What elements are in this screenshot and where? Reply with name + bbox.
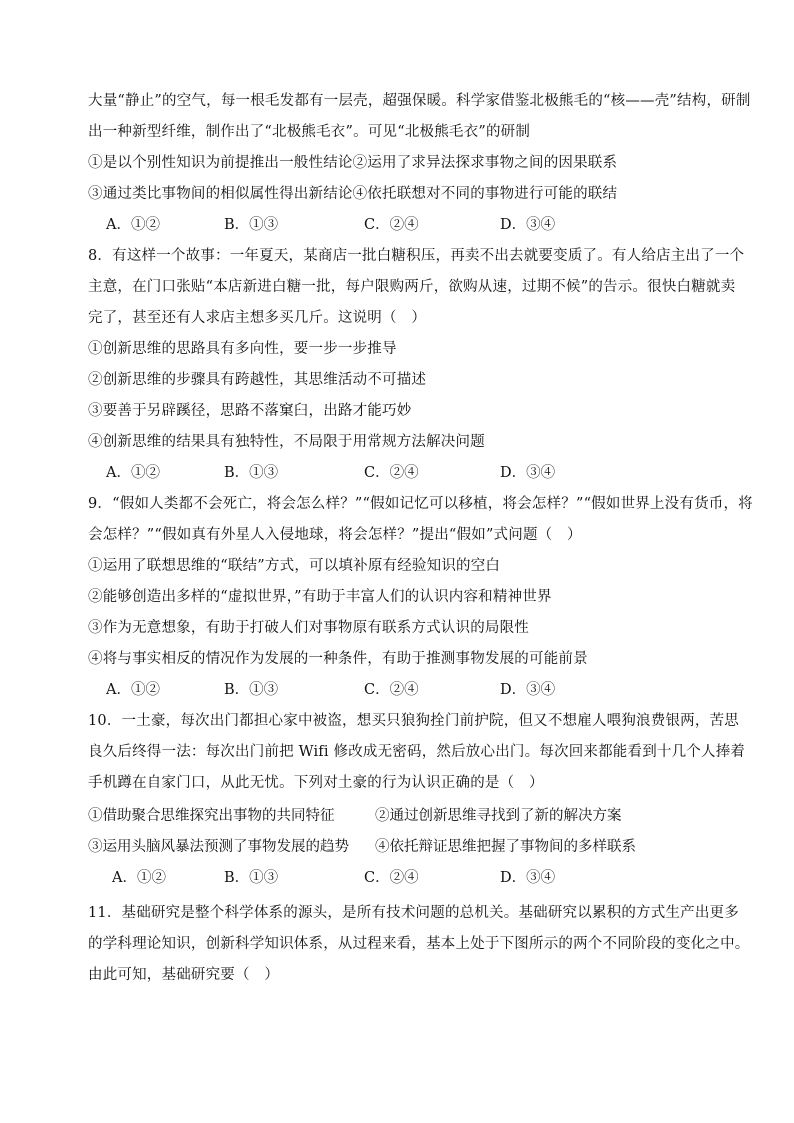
q9-text-line-1: 9．“假如人类都不会死亡，将会怎么样？”“假如记忆可以移植，将会怎样？”“假如世界上没有货币，将 bbox=[88, 496, 753, 512]
q10-statement-4: ④依托辩证思维把握了事物间的多样联系 bbox=[375, 839, 636, 855]
q10-options bbox=[0, 868, 794, 888]
q10-statement-2: ②通过创新思维寻找到了新的解决方案 bbox=[375, 808, 622, 824]
q9-statement-3: ③作为无意想象，有助于打破人们对事物原有联系方式认识的局限性 bbox=[88, 620, 529, 636]
q8-text-line-1: 8．有这样一个故事：一年夏天，某商店一批白糖积压，再卖不出去就要变质了。有人给店主出了一个 bbox=[88, 248, 745, 264]
q11-text-line-3: 由此可知，基础研究要（ ） bbox=[88, 967, 280, 983]
q8-text-line-2: 主意，在门口张贴“本店新进白糖一批，每户限购两斤，欲购从速，过期不候”的告示。很快白糖就卖 bbox=[88, 279, 736, 295]
q10-statement-3: ③运用头脑风暴法预测了事物发展的趋势 bbox=[88, 839, 349, 855]
q9-statement-2: ②能够创造出多样的“虚拟世界，”有助于丰富人们的认识内容和精神世界 bbox=[88, 589, 552, 605]
q10-statements-row-1 bbox=[0, 806, 794, 826]
q10-text-line-1: 10．一土豪，每次出门都担心家中被盗，想买只狼狗拴门前护院，但又不想雇人喂狗浪费银两，苦思 bbox=[88, 713, 739, 729]
option-a[interactable]: A．①② bbox=[106, 465, 160, 481]
option-c[interactable]: C．②④ bbox=[364, 217, 419, 233]
q7-options bbox=[0, 215, 794, 235]
q7-text-line-1: 大量“静止”的空气，每一根毛发都有一层壳，超强保暖。科学家借鉴北极熊毛的“核——壳”结构，研制 bbox=[88, 93, 751, 109]
q9-statement-1: ①运用了联想思维的“联结”方式，可以填补原有经验知识的空白 bbox=[88, 558, 501, 574]
q8-statement-3: ③要善于另辟蹊径，思路不落窠臼，出路才能巧妙 bbox=[88, 403, 412, 419]
q7-text-line-2: 出一种新型纤维，制作出了“北极熊毛衣”。可见“北极熊毛衣”的研制 bbox=[88, 124, 531, 140]
q9-text-line-2: 会怎样？”“假如真有外星人入侵地球，将会怎样？”提出“假如”式问题（ ） bbox=[88, 527, 582, 543]
q10-statement-1: ①借助聚合思维探究出事物的共同特征 bbox=[88, 808, 335, 824]
q9-statement-4: ④将与事实相反的情况作为发展的一种条件，有助于推测事物发展的可能前景 bbox=[88, 651, 588, 667]
option-a[interactable]: A．①② bbox=[112, 870, 166, 886]
q10-text-line-2: 良久后终得一法：每次出门前把 Wifi 修改成无密码，然后放心出门。每次回来都能看到十几个人捧着 bbox=[88, 744, 746, 760]
option-d[interactable]: D．③④ bbox=[500, 217, 556, 233]
q10-text-line-3: 手机蹲在自家门口，从此无忧。下列对土豪的行为认识正确的是（ ） bbox=[88, 775, 544, 791]
option-a[interactable]: A．①② bbox=[106, 217, 160, 233]
option-b[interactable]: B．①③ bbox=[224, 217, 279, 233]
option-d[interactable]: D．③④ bbox=[500, 682, 556, 698]
q10-statements-row-2 bbox=[0, 837, 794, 857]
q8-options bbox=[0, 463, 794, 483]
q8-text-line-3: 完了，甚至还有人求店主想多买几斤。这说明（ ） bbox=[88, 310, 427, 326]
option-c[interactable]: C．②④ bbox=[364, 870, 419, 886]
option-c[interactable]: C．②④ bbox=[364, 465, 419, 481]
option-b[interactable]: B．①③ bbox=[224, 870, 279, 886]
q8-statement-4: ④创新思维的结果具有独特性，不局限于用常规方法解决问题 bbox=[88, 434, 485, 450]
q9-options bbox=[0, 680, 794, 700]
option-d[interactable]: D．③④ bbox=[500, 870, 556, 886]
q8-statement-1: ①创新思维的思路具有多向性，要一步一步推导 bbox=[88, 341, 397, 357]
option-b[interactable]: B．①③ bbox=[224, 465, 279, 481]
q11-text-line-1: 11．基础研究是整个科学体系的源头，是所有技术问题的总机关。基础研究以累积的方式生产出更多 bbox=[88, 905, 739, 921]
q7-statement-1-2: ①是以个别性知识为前提推出一般性结论②运用了求异法探求事物之间的因果联系 bbox=[88, 155, 618, 171]
q7-statement-3-4: ③通过类比事物间的相似属性得出新结论④依托联想对不同的事物进行可能的联结 bbox=[88, 186, 618, 202]
q11-text-line-2: 的学科理论知识，创新科学知识体系，从过程来看，基本上处于下图所示的两个不同阶段的变化之中。 bbox=[88, 936, 750, 952]
option-c[interactable]: C．②④ bbox=[364, 682, 419, 698]
option-b[interactable]: B．①③ bbox=[224, 682, 279, 698]
q8-statement-2: ②创新思维的步骤具有跨越性，其思维活动不可描述 bbox=[88, 372, 427, 388]
option-a[interactable]: A．①② bbox=[106, 682, 160, 698]
option-d[interactable]: D．③④ bbox=[500, 465, 556, 481]
